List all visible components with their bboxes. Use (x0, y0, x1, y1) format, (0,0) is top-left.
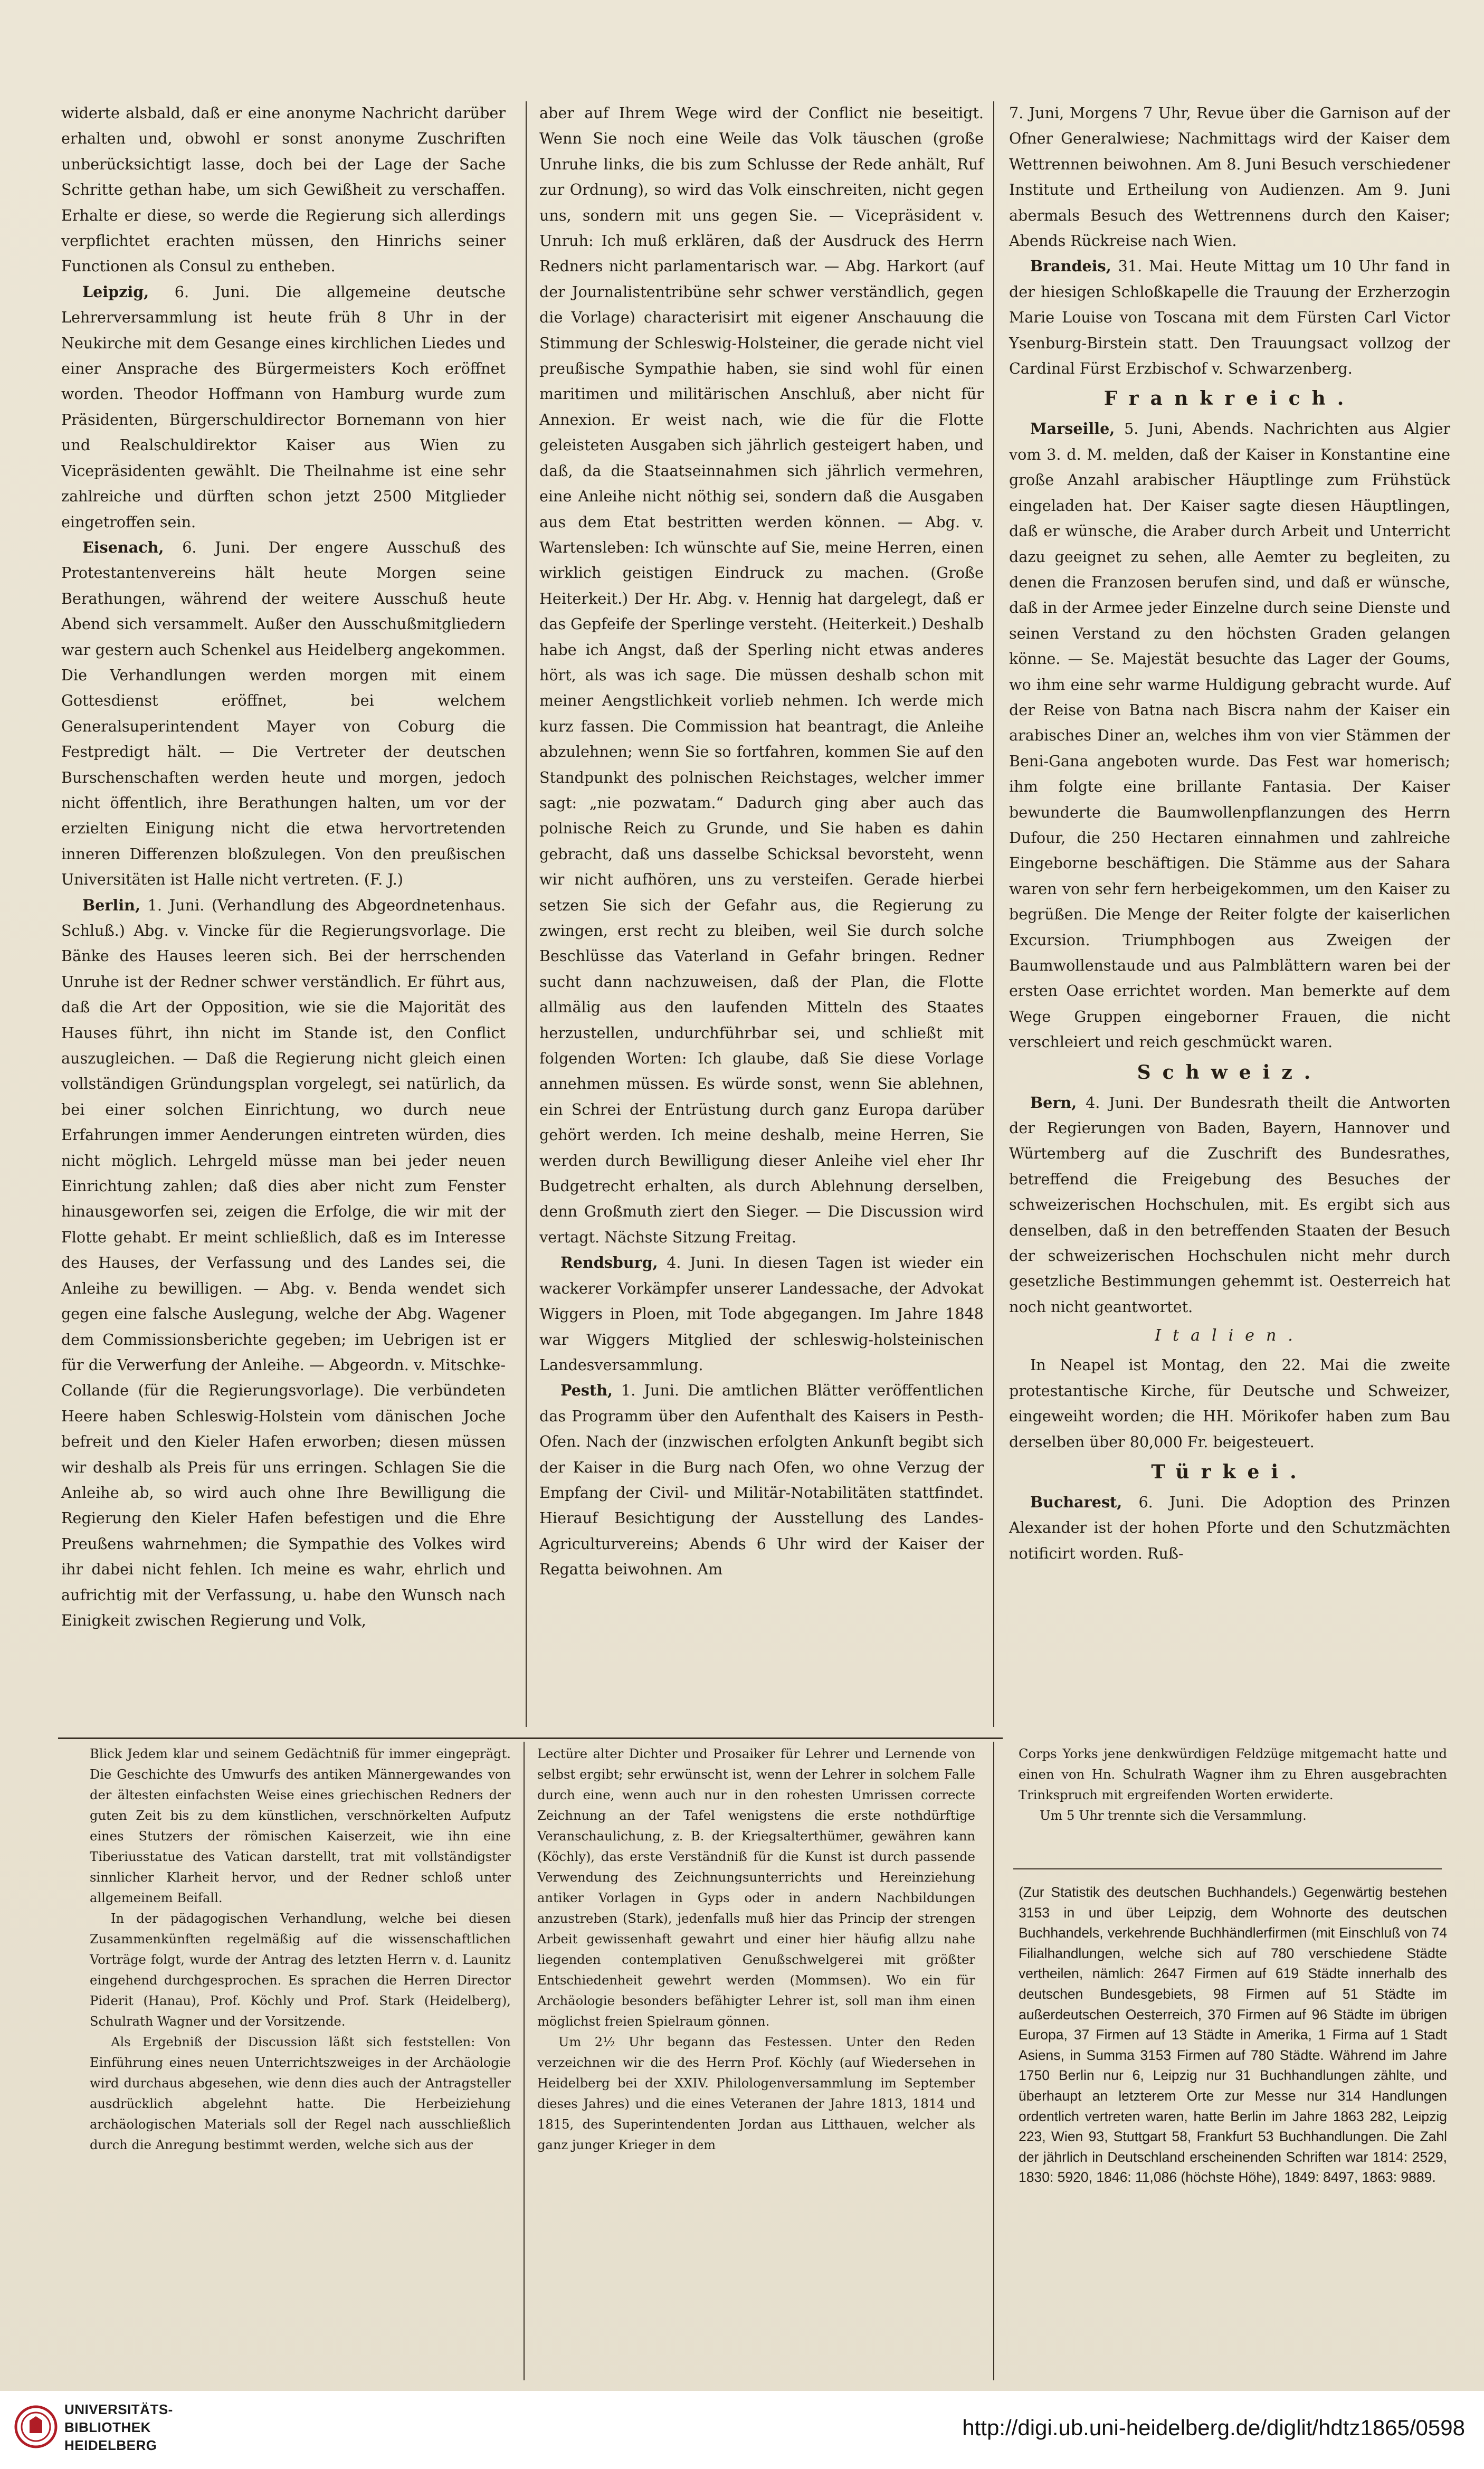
dateline-paragraph (61, 535, 506, 892)
dateline-text: 31. Mai. Heute Mittag um 10 Uhr fand in der hiesigen Schloßkapelle die Trauung der Erzherzogin Marie Louise von Toscana mit dem Fürsten Carl Victor Ysenburg-Birstein statt. Den Trauungsact vollzog der Cardinal Fürst Erzbischof v. Schwarzenberg. (1009, 257, 1450, 378)
paragraph: Corps Yorks jene denkwürdigen Feldzüge mitgemacht hatte und einen von Hn. Schulrath Wagner ihm zu Ehren ausgebrachten Trinkspruch mit ergreifenden Worten erwiderte. (1019, 1746, 1447, 1802)
paragraph: In Neapel ist Montag, den 22. Mai die zweite protestantische Kirche, für Deutsche und Schweizer, eingeweiht worden; die HH. Mörikofer haben zum Bau derselben über 80,000 Fr. beigesteuert. (1009, 1356, 1450, 1451)
dateline-place: Marseille, (1030, 420, 1115, 438)
dateline-paragraph (1009, 1489, 1450, 1566)
feuilleton-rule-1 (524, 1742, 525, 2380)
paragraph: Als Ergebniß der Discussion läßt sich feststellen: Von Einführung eines neuen Unterrichtszweiges in der Archäologie wird durchaus abgesehen, wie denn dies auch der Antragsteller ausdrücklich abgelehnt hatte. Die Herbeiziehung archäologischen Materials soll der Regel nach ausschließlich durch die Anregung bestimmt werden, welche sich aus der (90, 2035, 511, 2152)
footer-bar (0, 2391, 1484, 2469)
paragraph: In der pädagogischen Verhandlung, welche bei diesen Zusammenkünften regelmäßig auf die wissenschaftlichen Vorträge folgt, wurde der Antrag des letzten Herrn v. d. Launitz eingehend durchgesprochen. Es sprachen die Herren Director Piderit (Hanau), Prof. Köchly und Prof. Stark (Heidelberg), Schulrath Wagner und der Vorsitzende. (90, 1911, 511, 2029)
library-logo-text (64, 2400, 173, 2454)
dateline-text: 1. Juni. Die amtlichen Blätter veröffentlichen das Programm über den Aufenthalt des Kaisers in Pesth-Ofen. Nach der (inzwischen erfolgten Ankunft begibt sich der Kaiser in die Burg nach Ofen, wo ohne Verzug der Empfang der Civil- und Militär-Notabilitäten stattfindet. Hierauf Besichtigung der Ausstellung des Landes-Agriculturvereins; Abends 6 Uhr wird der Kaiser der Regatta beiwohnen. Am (539, 1381, 984, 1579)
dateline-text: 4. Juni. In diesen Tagen ist wieder ein wackerer Vorkämpfer unserer Landessache, der Advokat Wiggers in Ploen, mit Tode abgegangen. Im Jahre 1848 war Wiggers Mitglied der schleswig-holsteinischen Landesversammlung. (539, 1254, 984, 1374)
logo-line-1: UNIVERSITÄTS- (64, 2401, 173, 2417)
dateline-paragraph (1009, 253, 1450, 381)
dateline-paragraph (1009, 1090, 1450, 1320)
logo-line-2: BIBLIOTHEK (64, 2419, 151, 2435)
paragraph: Um 5 Uhr trennte sich die Versammlung. (1040, 1808, 1307, 1823)
paragraph: widerte alsbald, daß er eine anonyme Nachricht darüber erhalten und, obwohl er sonst anonyme Zuschriften unberücksichtigt lasse, doch bei der Lage der Sache Schritte gethan habe, um sich Gewißheit zu verschaffen. Erhalte er diese, so werde die Regierung sich allerdings verpflichtet erachten müssen, den Hinrichs seiner Functionen als Consul zu entheben. (61, 104, 506, 276)
dateline-text: 6. Juni. Die Adoption des Prinzen Alexander ist der hohen Pforte und den Schutzmächten notificirt worden. Ruß- (1009, 1493, 1450, 1562)
feuilleton-rule-2 (993, 1742, 994, 2380)
column-1 (61, 100, 506, 1633)
statistics-note (1019, 1882, 1447, 2188)
dateline-paragraph (539, 1250, 984, 1378)
section-heading: Italien. (1155, 1326, 1305, 1345)
dateline-text: 5. Juni, Abends. Nachrichten aus Algier vom 3. d. M. melden, daß der Kaiser in Konstantine eine große Anzahl arabischer Häuptlinge zum Frühstück eingeladen hat. Der Kaiser sagte diesen Häuptlingen, daß er wünsche, die Araber durch Arbeit und Unterricht dazu geeignet zu sehen, alle Aemter zu begleiten, zu denen die Franzosen berufen sind, und daß er wünsche, daß in der Armee jeder Einzelne durch seine Dienste und seinen Verstand zu den höchsten Graden gelangen könne. — Se. Majestät besuchte das Lager der Goums, wo ihm eine sehr warme Huldigung gebracht wurde. Auf der Reise von Batna nach Biscra nahm der Kaiser ein arabisches Diner an, welches ihm von vier Stämmen der Beni-Gana angeboten wurde. Das Fest war homerisch; ihm folgte eine brillante Fantasia. Der Kaiser bewunderte die Baumwollenpflanzungen des Herrn Dufour, die 250 Hectaren einnahmen und zahlreiche Eingeborne beschäftigen. Die Stämme aus der Sahara waren von sehr fern herbeigekommen, um den Kaiser zu begrüßen. Die Menge der Reiter folgte der kaiserlichen Excursion. Triumphbogen aus Zweigen der Baumwollenstaude und aus Palmblättern waren bei der ersten Oase errichtet worden. Man bemerkte auf dem Wege Gruppen eingeborner Frauen, die nicht verschleiert und reich geschmückt waren. (1009, 420, 1450, 1051)
dateline-text: 4. Juni. Der Bundesrath theilt die Antworten der Regierungen von Baden, Bayern, Hannover und Würtemberg auf die Zuschrift des Bundesrathes, betreffend die Freigebung des Besuches der schweizerischen Hochschulen, mit. Es ergibt sich aus denselben, daß in den betreffenden Staaten der Besuch der schweizerischen Hochschulen nicht mehr durch gesetzliche Bestimmungen gehemmt ist. Oesterreich hat noch nicht geantwortet. (1009, 1093, 1450, 1316)
logo-line-3: HEIDELBERG (64, 2437, 157, 2453)
feuilleton-column-1 (90, 1744, 511, 2155)
paragraph: Um 2½ Uhr begann das Festessen. Unter den Reden verzeichnen wir die des Herrn Prof. Köchly (auf Wiedersehen in Heidelberg bei der XXIV. Philologenversammlung im September dieses Jahres) und die eines Veteranen der Jahre 1813, 1814 und 1815, des Superintendenten Jordan aus Litthauen, welcher als ganz junger Krieger in dem (537, 2035, 975, 2152)
dateline-place: Bern, (1030, 1093, 1077, 1112)
dateline-paragraph (1009, 416, 1450, 1055)
library-logo[interactable] (12, 2397, 202, 2461)
column-3 (1009, 100, 1450, 1566)
section-rule (58, 1737, 1003, 1739)
dateline-place: Leipzig, (82, 282, 149, 301)
dateline-text: 1. Juni. (Verhandlung des Abgeordnetenhaus. Schluß.) Abg. v. Vincke für die Regierungsvorlage. Die Bänke des Hauses leeren sich. Bei der herrschenden Unruhe ist der Redner schwer verständlich. Er führt aus, daß die Art der Opposition, wie sie die Majorität des Hauses führt, ihn nicht im Stande ist, den Conflict auszugleichen. — Daß die Regierung nicht gleich einen vollständigen Gründungsplan vorgelegt, sei natürlich, da bei einer solchen Einrichtung, wo durch neue Erfahrungen immer Aenderungen eintreten würden, dies nicht möglich. Lehrgeld müsse man bei jeder neuen Einrichtung zahlen; daß dies aber nicht zum Fenster hinausgeworfen sei, zeigen die Erfolge, die wir mit der Flotte gehabt. Er meint schließlich, daß es im Interesse des Hauses, der Verfassung und des Landes sei, die Anleihe zu bewilligen. — Abg. v. Benda wendet sich gegen eine falsche Auslegung, welche der Abg. Wagener dem Commissionsberichte gegeben; im Uebrigen ist er für die Verwerfung der Anleihe. — Abgeordn. v. Mitschke-Collande (für die Regierungsvorlage). Die verbündeten Heere haben Schleswig-Holstein vom dänischen Joche befreit und den Kieler Hafen erworben; diesen müssen wir deshalb als Preis für uns erringen. Schlagen Sie die Anleihe ab, so wird auch ohne Ihre Bewilligung die Regierung den Kieler Hafen befestigen und die Ehre Preußens wahrnehmen; die Sympathie des Volkes wird ihr dabei nicht fehlen. Ich meine es wahr, ehrlich und aufrichtig mit der Verfassung, u. habe den Wunsch nach Einigkeit zwischen Regierung und Volk, (61, 896, 506, 1629)
feuilleton-column-3 (1019, 1744, 1447, 1826)
dateline-place: Brandeis, (1030, 257, 1111, 276)
feuilleton-column-2 (537, 1744, 975, 2155)
statistics-rule (1013, 1868, 1442, 1869)
dateline-place: Bucharest, (1030, 1493, 1122, 1511)
paragraph: aber auf Ihrem Wege wird der Conflict nie beseitigt. Wenn Sie noch eine Weile das Volk täuschen (große Unruhe links, die bis zum Schlusse der Rede anhält, Ruf zur Ordnung), so wird das Volk einschreiten, nicht gegen uns, sondern mit uns gegen Sie. — Vicepräsident v. Unruh: Ich muß erklären, daß der Ausdruck des Herrn Redners nicht parlamentarisch war. — Abg. Harkort (auf der Journalistentribüne sehr schwer verständlich, gegen die Vorlage) characterisirt mit eigener Anschauung die Stimmung der Schleswig-Holsteiner, die gerade nicht viel preußische Sympathie haben, sie sind wohl für einen maritimen und militärischen Anschluß, aber nicht für Annexion. Er weist nach, wie die für die Flotte geleisteten Ausgaben sich jährlich gesteigert haben, und daß, da die Staatseinnahmen sich jährlich vermehren, eine Anleihe nicht nöthig sei, sondern daß die Ausgaben aus dem Etat bestritten werden können. — Abg. v. Wartensleben: Ich wünschte auf Sie, meine Herren, einen wirklich geistigen Eindruck zu machen. (Große Heiterkeit.) Der Hr. Abg. v. Hennig hat dargelegt, daß er das Gepfeife der Sperlinge versteht. (Heiterkeit.) Deshalb habe ich Angst, daß der Sperling nicht etwas anderes hört, als was ich sage. Die müssen deshalb schon mit meiner Aengstlichkeit vorlieb nehmen. Ich werde mich kurz fassen. Die Commission hat beantragt, die Anleihe abzulehnen; wenn Sie so fortfahren, kommen Sie auf den Standpunkt des polnischen Reichstages, welcher immer sagt: „nie pozwatam.“ Dadurch ging aber auch das polnische Reich zu Grunde, und Sie haben es dahin gebracht, daß uns dasselbe Schicksal bevorsteht, wenn wir nicht aufhören, uns zu versteifen. Gerade hierbei setzen Sie sich der Gefahr aus, die Regierung zu zwingen, erst recht zu bleiben, weil Sie durch solche Beschlüsse das Vaterland in Gefahr bringen. Redner sucht dann nachzuweisen, daß der Plan, die Flotte allmälig aus den laufenden Mitteln des Staates herzustellen, undurchführbar sei, und schließt mit folgenden Worten: Ich glaube, daß Sie diese Vorlage annehmen müssen. Es würde sonst, wenn Sie ablehnen, ein Schrei der Entrüstung durch ganz Europa darüber gehört werden. Ich meine deshalb, meine Herren, Sie werden durch Bewilligung dieser Anleihe viel eher Ihr Budgetrecht erhalten, als durch Ablehnung derselben, denn Großmuth ziert den Sieger. — Die Discussion wird vertagt. Nächste Sitzung Freitag. (539, 104, 984, 1246)
dateline-text: 6. Juni. Die allgemeine deutsche Lehrerversammlung ist heute früh 8 Uhr in der Neukirche mit dem Gesange eines kirchlichen Liedes und einer Ansprache des Bürgermeisters Koch eröffnet worden. Theodor Hoffmann von Hamburg wurde zum Präsidenten, Bürgerschuldirector Bornemann von hier und Realschuldirektor Kaiser aus Wien zu Vicepräsidenten gewählt. Die Theilnahme ist eine sehr zahlreiche und dürften schon jetzt 2500 Mitglieder eingetroffen sein. (61, 282, 506, 531)
dateline-place: Rendsburg, (560, 1254, 658, 1272)
library-seal-icon (14, 2405, 58, 2449)
dateline-text: 6. Juni. Der engere Ausschuß des Protestantenvereins hält heute Morgen seine Berathungen, während der weitere Ausschuß heute Abend sich versammelt. Außer den Ausschußmitgliedern war gestern auch Schenkel aus Heidelberg angekommen. Die Verhandlungen werden morgen mit einem Gottesdienst eröffnet, bei welchem Generalsuperintendent Mayer von Coburg die Festpredigt hält. — Die Vertreter der deutschen Burschenschaften werden heute und morgen, jedoch nicht öffentlich, ihre Berathungen halten, um vor der erzielten Einigung nicht die etwa hervortretenden inneren Differenzen bloßzulegen. Von den preußischen Universitäten ist Halle nicht vertreten. (F. J.) (61, 538, 506, 889)
dateline-paragraph (61, 279, 506, 535)
section-heading: Türkei. (1151, 1460, 1308, 1483)
dateline-paragraph (539, 1378, 984, 1582)
section-heading: Schweiz. (1137, 1061, 1323, 1084)
dateline-place: Berlin, (82, 896, 140, 914)
column-rule-1 (526, 101, 527, 1727)
source-url[interactable]: http://digi.ub.uni-heidelberg.de/diglit/hdtz1865/0598 (962, 2415, 1465, 2440)
dateline-place: Eisenach, (82, 538, 164, 556)
paragraph: 7. Juni, Morgens 7 Uhr, Revue über die Garnison auf der Ofner Generalwiese; Nachmittags wird der Kaiser dem Wettrennen beiwohnen. Am 8. Juni Besuch verschiedener Institute und Ertheilung von Audienzen. Am 9. Juni abermals Besuch des Wettrennens durch den Kaiser; Abends Rückreise nach Wien. (1009, 104, 1450, 250)
section-heading: Frankreich. (1104, 387, 1356, 410)
statistics-text: (Zur Statistik des deutschen Buchhandels.) Gegenwärtig bestehen 3153 in und über Leipzig, dem Wohnorte des deutschen Buchhandels, verkehrende Buchhändlerfirmen (mit Einschluß von 74 Filialhandlungen, welche sich auf 780 verschiedene Städte vertheilen, nämlich: 2647 Firmen auf 619 Städte innerhalb des deutschen Bundesgebiets, 98 Firmen auf 51 Städte im außerdeutschen Oesterreich, 370 Firmen auf 96 Städte im übrigen Europa, 37 Firmen auf 13 Städte in Amerika, 1 Firma auf 1 Stadt Asiens, in Summa 3153 Firmen auf 780 Städte. Während im Jahre 1750 Berlin nur 6, Leipzig nur 31 Buchhandlungen zählte, und überhaupt an letzterem Orte zur Messe nur 314 Handlungen ordentlich vertreten waren, hatte Berlin im Jahre 1863 282, Leipzig 223, Wien 93, Stuttgart 58, Frankfurt 53 Buchhandlungen. Die Zahl der jährlich in Deutschland erscheinenden Schriften war 1814: 2529, 1830: 5920, 1846: 11,086 (höchste Höhe), 1849: 8497, 1863: 9889. (1019, 1884, 1447, 2186)
paragraph: Blick Jedem klar und seinem Gedächtniß für immer eingeprägt. Die Geschichte des Umwurfs des antiken Männergewandes von der ältesten einfachsten Weise eines griechischen Redners der guten Zeit bis zu dem künstlichen, verschnörkelten Aufputz eines Stutzers der römischen Kaiserzeit, wie ihn eine Tiberiusstatue des Vatican darstellt, trat mit vollständigster sinnlicher Klarheit hervor, und der Redner schloß unter allgemeinem Beifall. (90, 1746, 511, 1905)
dateline-place: Pesth, (560, 1381, 613, 1400)
column-2 (539, 100, 984, 1582)
paragraph: Lectüre alter Dichter und Prosaiker für Lehrer und Lernende von selbst ergibt; sehr erwünscht ist, wenn der Lehrer in solchem Falle durch eine, wenn auch nur in den rohesten Umrissen correcte Zeichnung an der Tafel wenigstens die erste nothdürftige Veranschaulichung, z. B. der Kriegsalterthümer, gewähren kann (Köchly), das erste Verständniß für die Kunst ist durch passende Verwendung des Zeichnungsunterrichts und Hereinziehung antiker Vorlagen in Gyps oder in andern Nachbildungen anzustreben (Stark), jedenfalls muß hier das Princip der strengen Arbeit gewissenhaft gewahrt und einer hier häufig allzu nahe liegenden contemplativen Genußschwelgerei mit größter Entschiedenheit gewehrt werden (Mommsen). Wo ein für Archäologie besonders befähigter Lehrer ist, soll man ihm einen möglichst freien Spielraum gönnen. (537, 1746, 975, 2029)
dateline-paragraph (61, 892, 506, 1634)
column-rule-2 (993, 101, 994, 1727)
